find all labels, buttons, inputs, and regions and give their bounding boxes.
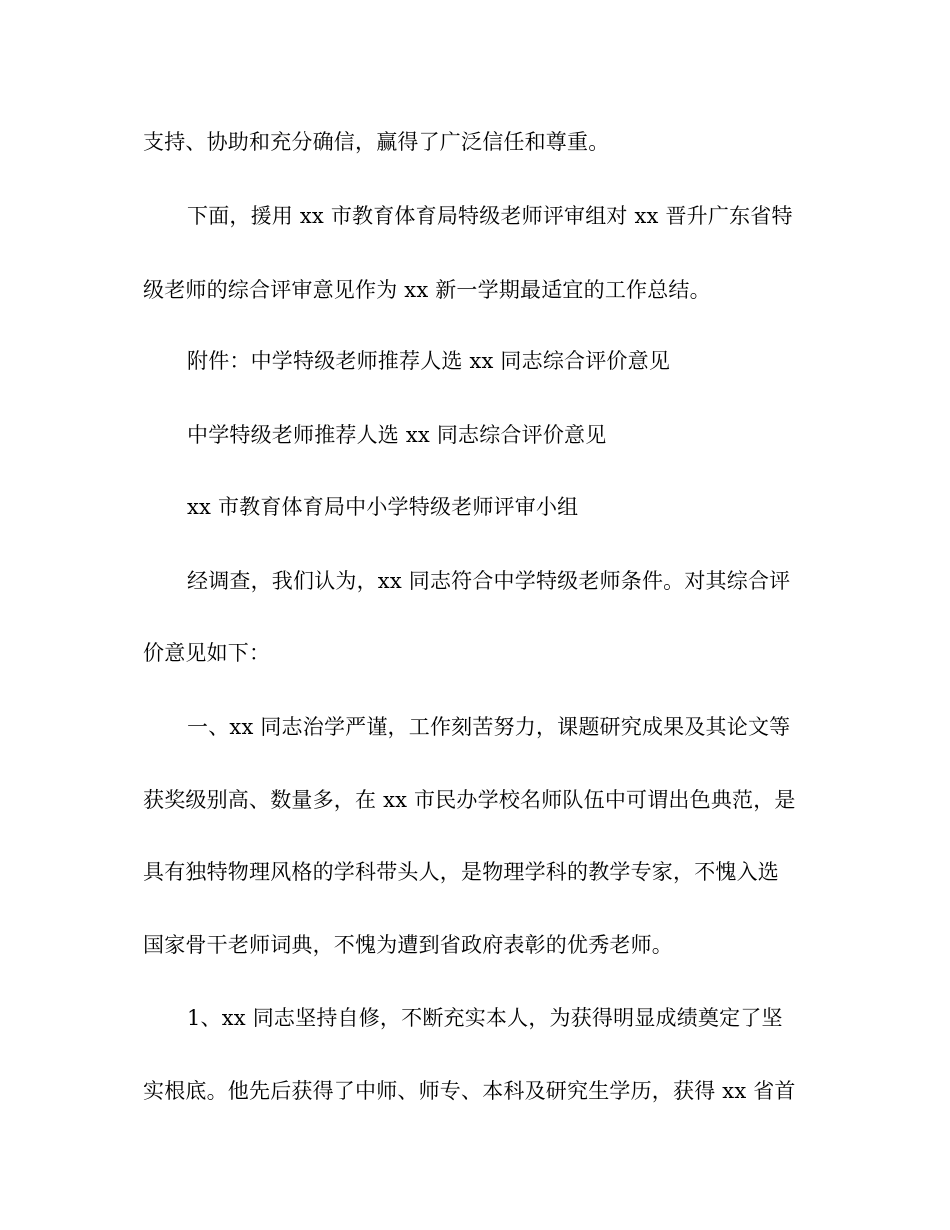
- text-line: 中学特级老师推荐人选 xx 同志综合评价意见: [187, 423, 607, 447]
- text-line: xx 市教育体育局中小学特级老师评审小组: [187, 495, 579, 519]
- text-line: 获奖级别高、数量多，在 xx 市民办学校名师队伍中可谓出色典范，是: [143, 788, 796, 812]
- text-line: 附件：中学特级老师推荐人选 xx 同志综合评价意见: [187, 349, 671, 373]
- text-line: 支持、协助和充分确信，赢得了广泛信任和尊重。: [143, 130, 610, 154]
- text-line: 经调查，我们认为，xx 同志符合中学特级老师条件。对其综合评: [187, 569, 791, 593]
- text-line: 国家骨干老师词典，不愧为遭到省政府表彰的优秀老师。: [143, 933, 673, 957]
- text-line: 价意见如下：: [143, 641, 271, 665]
- text-line: 下面，援用 xx 市教育体育局特级老师评审组对 xx 晋升广东省特: [187, 204, 793, 228]
- text-line: 具有独特物理风格的学科带头人，是物理学科的教学专家，不愧入选: [143, 860, 779, 884]
- text-line: 1、xx 同志坚持自修，不断充实本人，为获得明显成绩奠定了坚: [187, 1006, 783, 1030]
- text-line: 级老师的综合评审意见作为 xx 新一学期最适宜的工作总结。: [143, 278, 711, 302]
- text-line: 实根底。他先后获得了中师、师专、本科及研究生学历，获得 xx 省首: [143, 1079, 796, 1103]
- text-line: 一、xx 同志治学严谨，工作刻苦努力，课题研究成果及其论文等: [187, 715, 791, 739]
